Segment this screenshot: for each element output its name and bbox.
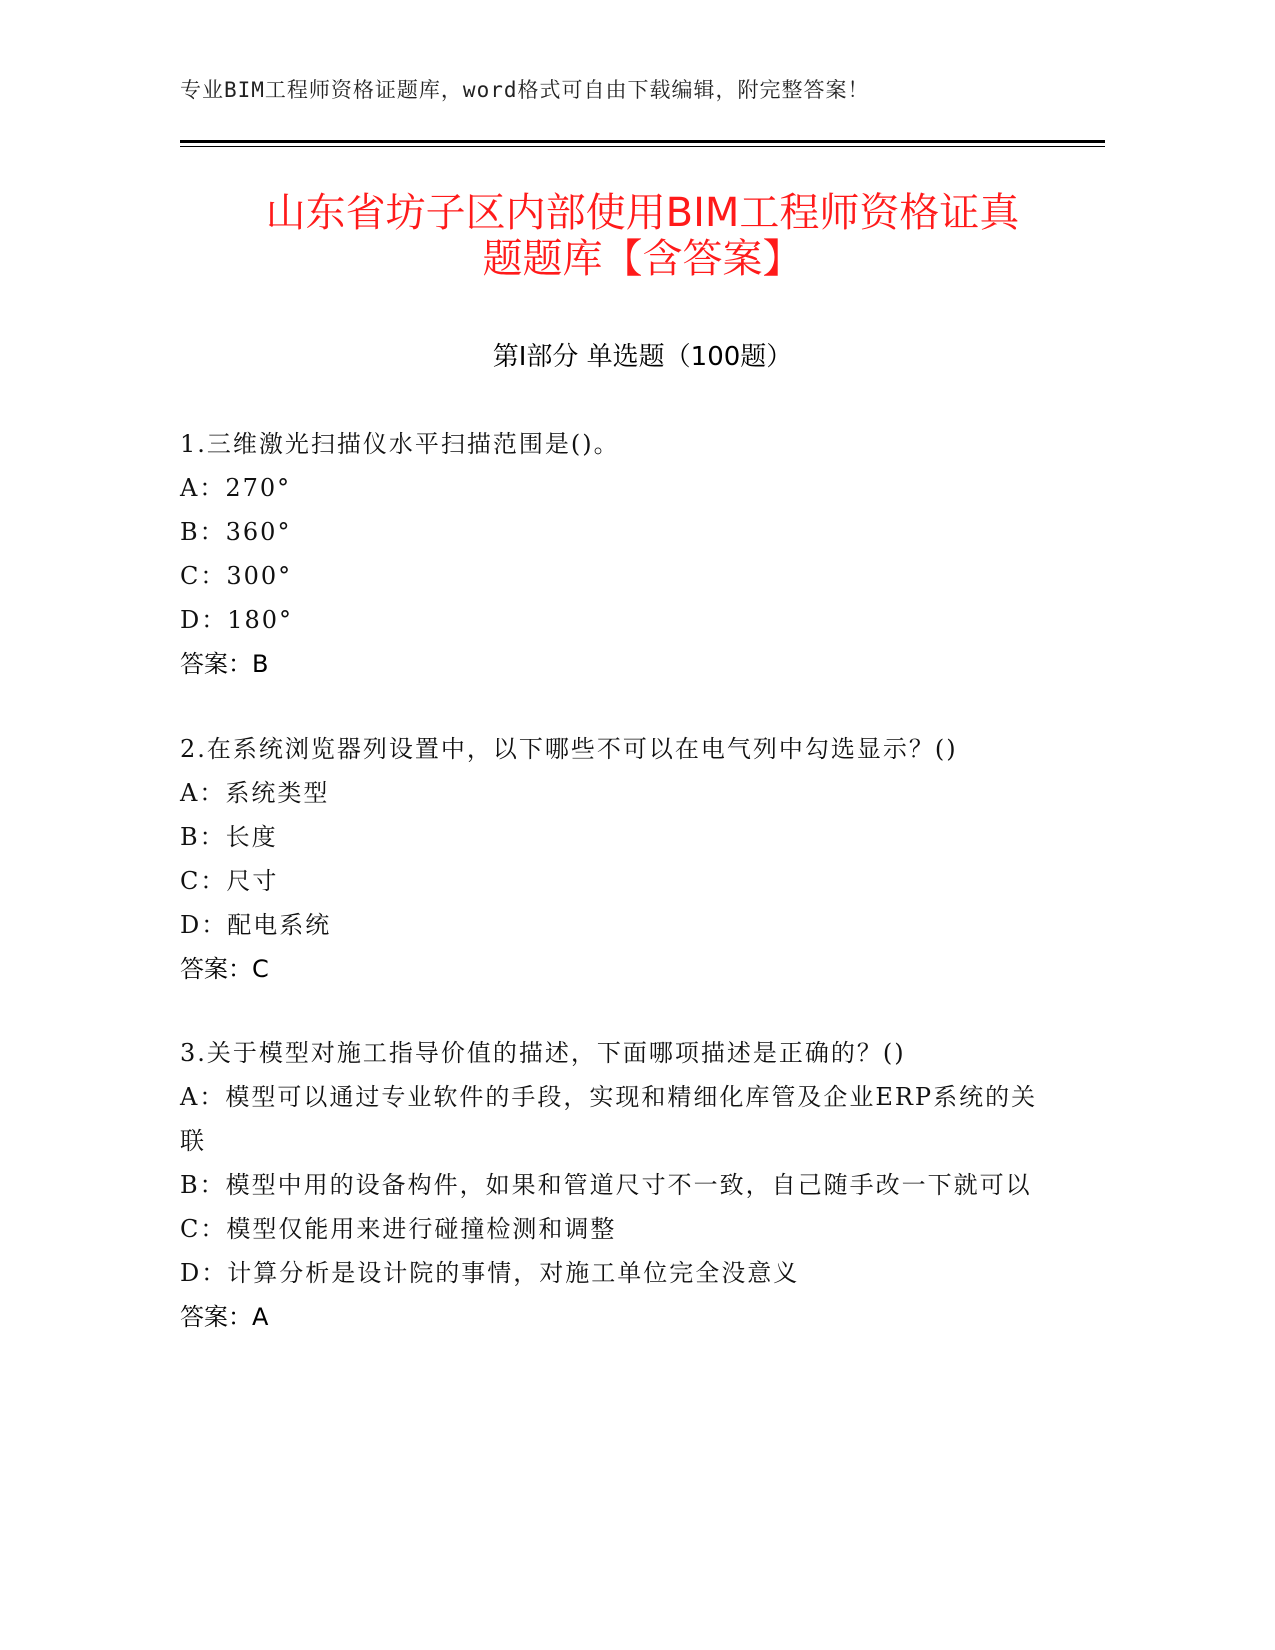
option-d: D：计算分析是设计院的事情，对施工单位完全没意义 xyxy=(180,1259,800,1287)
header-rule-thin xyxy=(180,146,1105,147)
answer: 答案：C xyxy=(180,955,269,983)
option-a: A：模型可以通过专业软件的手段，实现和精细化库管及企业ERP系统的关联 xyxy=(180,1083,1038,1155)
answer: 答案：A xyxy=(180,1303,269,1331)
option-b: B：360° xyxy=(180,518,292,546)
option-a: A：270° xyxy=(180,474,292,502)
header-note: 专业BIM工程师资格证题库，word格式可自由下载编辑，附完整答案！ xyxy=(180,78,870,102)
title-line-1: 山东省坊子区内部使用BIM工程师资格证真 xyxy=(265,190,1020,236)
option-a: A：系统类型 xyxy=(180,779,330,807)
title-line-2: 题题库【含答案】 xyxy=(482,236,803,282)
option-c: C：模型仅能用来进行碰撞检测和调整 xyxy=(180,1215,617,1243)
answer: 答案：B xyxy=(180,650,269,678)
option-b: B：长度 xyxy=(180,823,278,851)
option-d: D：180° xyxy=(180,606,294,634)
section-title: 第Ⅰ部分 单选题（100题） xyxy=(492,342,793,372)
question-stem: 2.在系统浏览器列设置中，以下哪些不可以在电气列中勾选显示？() xyxy=(180,735,958,763)
question-2 xyxy=(180,727,1040,991)
header-rule-thick xyxy=(180,140,1105,143)
option-d: D：配电系统 xyxy=(180,911,332,939)
question-1 xyxy=(180,422,1040,686)
document-title xyxy=(180,190,1105,282)
option-c: C：300° xyxy=(180,562,293,590)
question-3 xyxy=(180,1031,1040,1339)
question-stem: 3.关于模型对施工指导价值的描述，下面哪项描述是正确的？() xyxy=(180,1039,906,1067)
option-b: B：模型中用的设备构件，如果和管道尺寸不一致，自己随手改一下就可以 xyxy=(180,1171,1032,1199)
question-stem: 1.三维激光扫描仪水平扫描范围是()。 xyxy=(180,430,620,458)
option-c: C：尺寸 xyxy=(180,867,279,895)
